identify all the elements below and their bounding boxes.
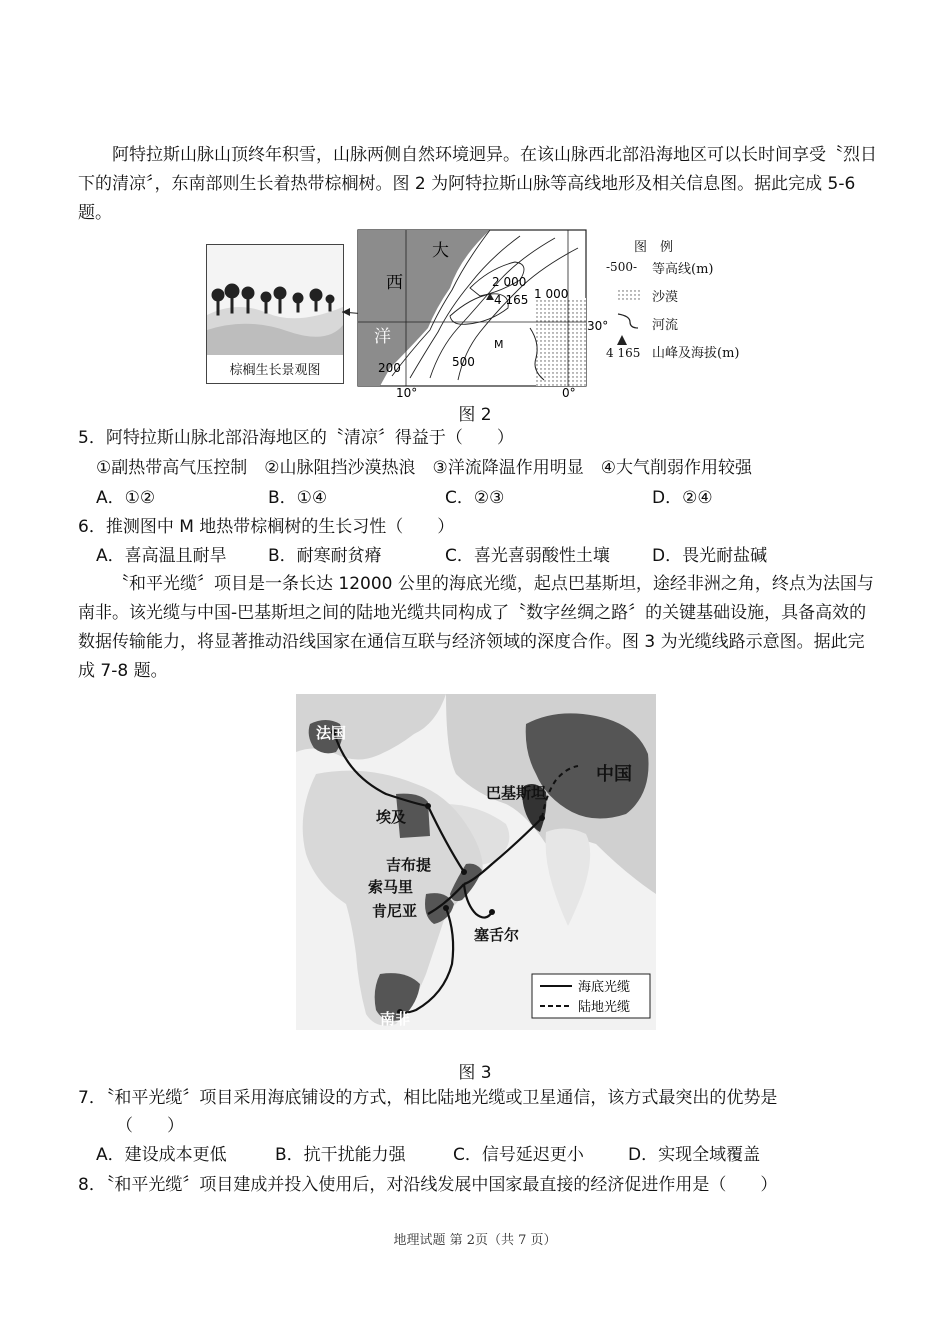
legend-river-icon xyxy=(616,312,640,330)
contour-label-500: 500 xyxy=(452,355,475,369)
label-somalia: 索马里 xyxy=(368,878,414,896)
atlas-contour-map xyxy=(340,228,609,400)
label-pakistan: 巴基斯坦 xyxy=(486,784,547,802)
peace-cable-map xyxy=(296,694,656,1030)
photo-caption: 棕榈生长景观图 xyxy=(229,363,321,378)
legend-peak-icon xyxy=(616,334,628,346)
legend-contour: 等高线(m) xyxy=(652,262,714,277)
fig3-legend xyxy=(532,974,650,1018)
fig2-caption: 图 2 xyxy=(458,405,492,425)
q7-stem: 7．〝和平光缆〞项目采用海底铺设的方式，相比陆地光缆或卫星通信，该方式最突出的优势是 xyxy=(78,1088,778,1108)
q5-option-c[interactable]: C．②③ xyxy=(445,488,505,508)
ocean-label-2: 西 xyxy=(386,273,403,293)
intro-paragraph-1: 阿特拉斯山脉山顶终年积雪，山脉两侧自然环境迥异。在该山脉西北部沿海地区可以长时间享受〝烈日下的清凉〞，东南部则生长着热带棕榈树。图 2 为阿特拉斯山脉等高线地形及相关信息图。据此完成 5-6 题。 xyxy=(78,145,877,223)
legend-land-label: 陆地光缆 xyxy=(578,1000,631,1015)
label-djibouti: 吉布提 xyxy=(386,856,432,874)
legend-contour-sample: -500- xyxy=(606,260,638,274)
peak-elevation: 4 165 xyxy=(494,293,529,307)
q6-option-b[interactable]: B．耐寒耐贫瘠 xyxy=(268,546,382,566)
q7-paren: （ ） xyxy=(116,1116,184,1136)
palm-photo-image xyxy=(207,245,343,355)
q5-option-b[interactable]: B．①④ xyxy=(268,488,328,508)
q5-option-a[interactable]: A．①② xyxy=(96,488,156,508)
legend-peak-sample: 4 165 xyxy=(606,346,641,360)
contour-label-2000: 2 000 xyxy=(492,275,527,289)
contour-label-1000: 1 000 xyxy=(534,287,569,301)
legend-desert: 沙漠 xyxy=(652,290,679,305)
q8-stem: 8．〝和平光缆〞项目建成并投入使用后，对沿线发展中国家最直接的经济促进作用是（ ） xyxy=(78,1175,778,1195)
label-france: 法国 xyxy=(316,724,347,742)
fig3-caption: 图 3 xyxy=(458,1063,492,1083)
q6-option-d[interactable]: D．畏光耐盐碱 xyxy=(652,546,768,566)
q7-option-a[interactable]: A．建设成本更低 xyxy=(96,1145,227,1165)
q5-option-d[interactable]: D．②④ xyxy=(652,488,713,508)
q7-option-c[interactable]: C．信号延迟更小 xyxy=(453,1145,584,1165)
label-south-africa: 南非 xyxy=(380,1010,411,1028)
q5-stem: 5．阿特拉斯山脉北部沿海地区的〝清凉〞得益于（ ） xyxy=(78,428,514,448)
longitude-label-0: 0° xyxy=(562,386,576,400)
label-china: 中国 xyxy=(596,764,632,785)
q6-option-a[interactable]: A．喜高温且耐旱 xyxy=(96,546,227,566)
legend-peak: 山峰及海拔(m) xyxy=(652,346,740,361)
point-m-label: M xyxy=(494,338,504,351)
legend-river: 河流 xyxy=(652,318,679,333)
page-footer: 地理试题 第 2页（共 7 页） xyxy=(393,1233,557,1248)
legend-title: 图 例 xyxy=(634,240,674,255)
q6-option-c[interactable]: C．喜光喜弱酸性土壤 xyxy=(445,546,610,566)
latitude-label: 30° xyxy=(587,319,609,333)
arrow-head-icon xyxy=(342,308,350,316)
desert-area xyxy=(536,298,586,386)
q7-option-d[interactable]: D．实现全域覆盖 xyxy=(628,1145,761,1165)
legend-desert-icon xyxy=(618,290,642,302)
q5-items: ①副热带高气压控制 ②山脉阻挡沙漠热浪 ③洋流降温作用明显 ④大气削弱作用较强 xyxy=(96,458,752,478)
q7-option-b[interactable]: B．抗干扰能力强 xyxy=(275,1145,406,1165)
legend-submarine-label: 海底光缆 xyxy=(578,980,631,995)
contour-label-200: 200 xyxy=(378,361,401,375)
intro-paragraph-2: 〝和平光缆〞项目是一条长达 12000 公里的海底光缆，起点巴基斯坦，途经非洲之角，终点为法国与南非。该光缆与中国-巴基斯坦之间的陆地光缆共同构成了〝数字丝绸之路〞的关键基础设施，具备高效的数据传输能力，将显著推动沿线国家在通信互联与经济领域的深度合作。图 3 为光缆线路示意图。据此完成 7-8 题。 xyxy=(78,574,874,681)
label-seychelles: 塞舌尔 xyxy=(474,926,520,944)
q6-stem: 6．推测图中 M 地热带棕榈树的生长习性（ ） xyxy=(78,517,455,537)
ocean-label-1: 大 xyxy=(432,241,449,261)
longitude-label-10: 10° xyxy=(396,386,418,400)
label-egypt: 埃及 xyxy=(376,808,407,826)
label-kenya: 肯尼亚 xyxy=(372,902,418,920)
ocean-label-3: 洋 xyxy=(374,327,391,347)
palm-landscape-photo xyxy=(206,244,344,384)
